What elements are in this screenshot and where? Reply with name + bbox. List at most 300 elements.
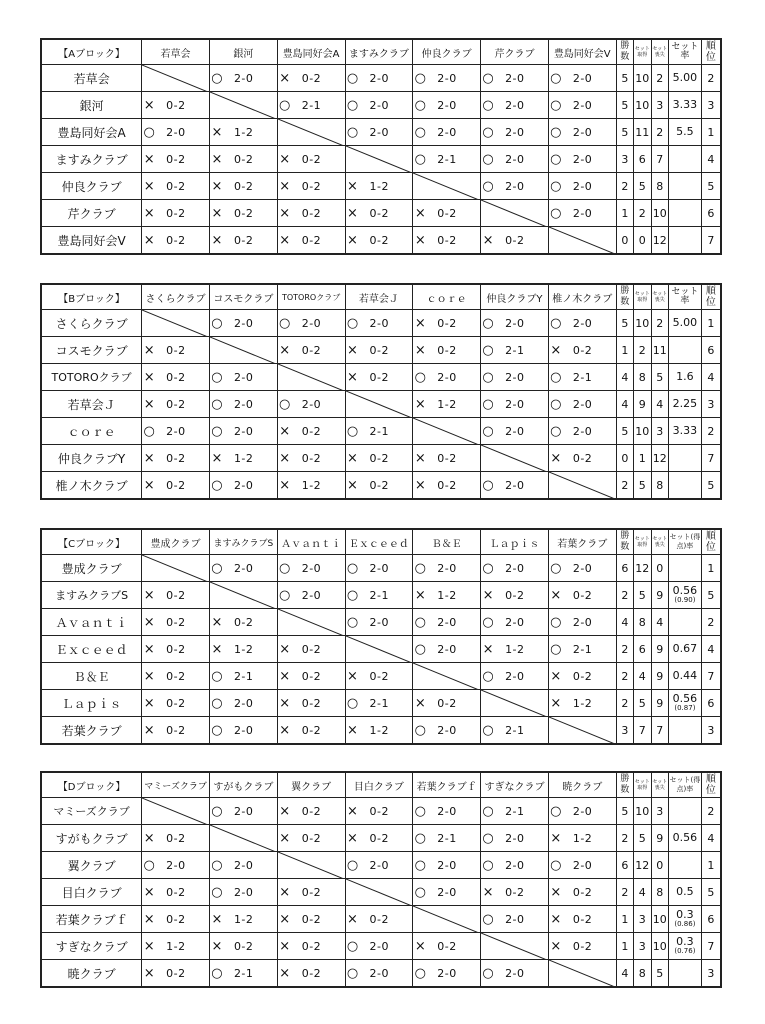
result-score: 2-1 <box>369 424 389 438</box>
result-mark: ○ <box>414 97 426 113</box>
result-mark: × <box>347 830 358 846</box>
result-mark: ○ <box>414 803 426 819</box>
result-mark: ○ <box>482 124 494 140</box>
result-mark: × <box>347 205 358 221</box>
column-header-team: 豊島同好会A <box>277 39 345 65</box>
diagonal-slash <box>346 146 412 173</box>
match-result <box>481 92 549 119</box>
sets-lost-value: 4 <box>651 609 668 636</box>
sets-won-value: 4 <box>634 879 651 906</box>
diagonal-cell <box>345 146 413 173</box>
set-rate-main: 0.56 <box>672 584 698 597</box>
set-rate-value <box>668 65 701 92</box>
diagonal-cell <box>548 960 616 988</box>
diagonal-cell <box>142 555 210 582</box>
result-score: 0-2 <box>301 71 322 85</box>
set-rate-points: (0.87) <box>674 704 696 712</box>
result-mark: × <box>143 884 155 900</box>
team-row <box>41 391 721 418</box>
result-score: 0-2 <box>301 233 322 247</box>
set-rate-value <box>668 472 701 500</box>
result-score: 0-2 <box>166 98 186 112</box>
wins-value: 2 <box>616 690 633 717</box>
sets-won-value: 12 <box>634 555 651 582</box>
column-header-team: 若草会 <box>142 39 210 65</box>
result-score: 2-1 <box>505 804 525 818</box>
diagonal-slash <box>346 391 412 418</box>
sets-lost-value: 4 <box>651 391 668 418</box>
match-result <box>209 933 277 960</box>
match-result <box>209 609 277 636</box>
team-row <box>41 825 721 852</box>
sets-won-value: 11 <box>634 119 651 146</box>
rank-value: 2 <box>701 609 721 636</box>
match-result <box>345 364 413 391</box>
sets-lost-value: 7 <box>651 717 668 745</box>
result-mark: ○ <box>550 369 562 385</box>
column-header-team: 暁クラブ <box>548 772 616 798</box>
match-result <box>548 555 616 582</box>
result-mark: × <box>143 205 155 221</box>
result-score: 2-0 <box>233 723 254 737</box>
match-result <box>548 879 616 906</box>
result-score: 2-0 <box>301 316 322 330</box>
wins-value: 2 <box>616 472 633 500</box>
result-mark: × <box>279 830 291 846</box>
diagonal-slash <box>481 933 547 960</box>
result-mark: ○ <box>482 315 494 331</box>
sets-lost-value: 9 <box>651 663 668 690</box>
match-result <box>209 200 277 227</box>
result-score: 0-2 <box>369 912 389 926</box>
column-header-team: ますみクラブ <box>345 39 413 65</box>
team-name: 若草会Ｊ <box>41 391 142 418</box>
result-score: 2-0 <box>505 179 525 193</box>
match-result <box>548 582 616 609</box>
match-result <box>142 852 210 879</box>
match-result <box>277 690 345 717</box>
result-score: 0-2 <box>301 831 322 845</box>
header-row <box>41 39 721 65</box>
result-mark: × <box>347 178 358 194</box>
result-mark: ○ <box>346 97 359 113</box>
result-score: 1-2 <box>369 179 389 193</box>
result-score: 2-0 <box>505 316 525 330</box>
block-title: 【Cブロック】 <box>41 529 142 555</box>
result-mark: × <box>279 477 291 493</box>
team-row <box>41 146 721 173</box>
result-score: 2-1 <box>369 588 389 602</box>
result-score: 2-0 <box>505 152 525 166</box>
match-result <box>345 582 413 609</box>
result-mark: × <box>143 965 155 981</box>
sets-lost-value: 9 <box>651 582 668 609</box>
result-score: 2-1 <box>233 669 254 683</box>
set-rate-value <box>668 391 701 418</box>
result-score: 2-0 <box>572 397 593 411</box>
match-result <box>277 798 345 825</box>
team-name: 翼クラブ <box>41 852 142 879</box>
result-mark: × <box>347 668 358 684</box>
team-name: Ｌａｐｉｓ <box>41 690 142 717</box>
result-mark: ○ <box>550 614 562 630</box>
wins-value: 0 <box>616 227 633 255</box>
match-result <box>209 663 277 690</box>
result-score: 2-0 <box>369 615 389 629</box>
result-mark: × <box>211 641 223 657</box>
column-header-team: 椎ノ木クラブ <box>548 284 616 310</box>
result-mark: ○ <box>211 477 223 493</box>
result-mark: ○ <box>482 911 494 927</box>
match-result <box>209 119 277 146</box>
match-result <box>413 310 481 337</box>
match-result <box>345 65 413 92</box>
result-score: 2-0 <box>301 588 322 602</box>
match-result <box>481 310 549 337</box>
match-result <box>142 690 210 717</box>
sets-lost-value: 8 <box>651 472 668 500</box>
match-result <box>142 472 210 500</box>
team-row <box>41 717 721 745</box>
column-header-team: マミーズクラブ <box>142 772 210 798</box>
team-row <box>41 418 721 445</box>
match-result <box>548 663 616 690</box>
match-result <box>209 445 277 472</box>
result-mark: ○ <box>550 803 562 819</box>
result-score: 2-0 <box>505 561 525 575</box>
match-result <box>345 310 413 337</box>
result-score: 0-2 <box>572 588 593 602</box>
result-mark: × <box>211 178 223 194</box>
match-result <box>209 717 277 745</box>
diagonal-cell <box>481 200 549 227</box>
sets-won-value: 8 <box>634 960 651 988</box>
match-result <box>548 65 616 92</box>
team-name: コスモクラブ <box>41 337 142 364</box>
result-mark: ○ <box>414 641 426 657</box>
result-score: 0-2 <box>166 152 186 166</box>
result-mark: ○ <box>482 342 494 358</box>
result-score: 0-2 <box>301 451 322 465</box>
match-result <box>209 310 277 337</box>
result-score: 0-2 <box>301 152 322 166</box>
block-title: 【Aブロック】 <box>41 39 142 65</box>
match-result <box>209 636 277 663</box>
result-mark: × <box>143 641 155 657</box>
result-mark: ○ <box>346 587 359 603</box>
match-result <box>413 852 481 879</box>
match-result <box>548 852 616 879</box>
sets-won-value: 5 <box>634 472 651 500</box>
result-mark: ○ <box>482 151 494 167</box>
sets-lost-value: 10 <box>651 906 668 933</box>
result-score: 1-2 <box>233 642 254 656</box>
set-rate-main: 0.3 <box>676 935 694 948</box>
match-result <box>277 146 345 173</box>
diagonal-cell <box>548 472 616 500</box>
result-score: 0-2 <box>166 451 186 465</box>
result-score: 2-0 <box>505 370 525 384</box>
result-mark: × <box>414 477 426 493</box>
result-score: 1-2 <box>572 831 593 845</box>
result-score: 2-0 <box>301 561 322 575</box>
result-mark: × <box>279 178 291 194</box>
rank-value: 4 <box>701 825 721 852</box>
match-result <box>209 65 277 92</box>
result-score: 2-0 <box>572 424 593 438</box>
diagonal-slash <box>481 690 547 717</box>
result-mark: × <box>279 151 291 167</box>
result-mark: × <box>550 587 562 603</box>
wins-value: 5 <box>616 92 633 119</box>
team-row <box>41 445 721 472</box>
result-score: 2-0 <box>505 125 525 139</box>
result-mark: × <box>143 369 155 385</box>
result-score: 0-2 <box>301 912 322 926</box>
result-score: 2-0 <box>233 370 254 384</box>
match-result <box>277 92 345 119</box>
team-row <box>41 310 721 337</box>
team-row <box>41 582 721 609</box>
result-score: 0-2 <box>572 451 593 465</box>
team-row <box>41 690 721 717</box>
result-mark: ○ <box>482 830 494 846</box>
match-result <box>142 879 210 906</box>
result-mark: ○ <box>414 884 426 900</box>
sets-won-value: 7 <box>634 717 651 745</box>
header-row <box>41 772 721 798</box>
wins-value: 2 <box>616 825 633 852</box>
result-score: 0-2 <box>369 233 389 247</box>
result-mark: × <box>347 369 358 385</box>
match-result <box>481 418 549 445</box>
result-mark: ○ <box>346 614 359 630</box>
diagonal-slash <box>278 852 344 879</box>
result-mark: ○ <box>414 369 426 385</box>
result-mark: ○ <box>550 205 562 221</box>
header-sets-lost: セット喪失 <box>651 284 668 310</box>
result-score: 2-0 <box>437 858 457 872</box>
sets-lost-value: 0 <box>651 852 668 879</box>
diagonal-cell <box>345 879 413 906</box>
result-mark: × <box>279 70 291 86</box>
diagonal-slash <box>278 609 344 636</box>
wins-value: 1 <box>616 906 633 933</box>
diagonal-slash <box>346 636 412 663</box>
result-mark: × <box>279 938 291 954</box>
result-mark: × <box>347 477 358 493</box>
result-score: 2-0 <box>166 125 186 139</box>
result-mark: × <box>143 232 155 248</box>
rank-value: 4 <box>701 146 721 173</box>
result-mark: ○ <box>211 560 223 576</box>
result-score: 0-2 <box>369 804 389 818</box>
set-rate-value <box>668 364 701 391</box>
wins-value: 4 <box>616 960 633 988</box>
result-mark: ○ <box>482 477 494 493</box>
result-mark: × <box>482 884 494 900</box>
rank-value: 1 <box>701 555 721 582</box>
rank-value: 5 <box>701 879 721 906</box>
result-mark: × <box>550 342 562 358</box>
result-mark: ○ <box>482 803 494 819</box>
column-header-team: Ｌａｐｉｓ <box>481 529 549 555</box>
result-mark: ○ <box>211 965 223 981</box>
match-result <box>548 418 616 445</box>
match-result <box>548 146 616 173</box>
match-result <box>345 960 413 988</box>
wins-value: 4 <box>616 609 633 636</box>
match-result <box>142 92 210 119</box>
sets-won-value: 5 <box>634 173 651 200</box>
match-result <box>413 200 481 227</box>
result-score: 2-0 <box>233 804 254 818</box>
result-mark: ○ <box>482 668 494 684</box>
diagonal-cell <box>277 364 345 391</box>
result-mark: ○ <box>482 965 494 981</box>
result-mark: ○ <box>211 803 223 819</box>
column-header-team: 若葉クラブ <box>548 529 616 555</box>
result-score: 0-2 <box>166 723 186 737</box>
result-mark: × <box>482 232 494 248</box>
result-score: 0-2 <box>301 343 322 357</box>
set-rate-value <box>668 960 701 988</box>
match-result <box>142 663 210 690</box>
result-score: 0-2 <box>166 831 186 845</box>
result-mark: × <box>143 695 155 711</box>
result-score: 0-2 <box>233 615 254 629</box>
match-result <box>345 418 413 445</box>
match-result <box>413 472 481 500</box>
sets-won-value: 10 <box>634 65 651 92</box>
match-result <box>413 582 481 609</box>
result-mark: × <box>414 232 426 248</box>
diagonal-slash <box>413 663 479 690</box>
block-table-c <box>40 528 722 745</box>
diagonal-slash <box>413 173 479 200</box>
team-row <box>41 663 721 690</box>
diagonal-cell <box>413 663 481 690</box>
result-score: 0-2 <box>301 696 322 710</box>
result-mark: × <box>347 450 358 466</box>
rank-value: 5 <box>701 173 721 200</box>
team-name: 暁クラブ <box>41 960 142 988</box>
result-mark: × <box>279 668 291 684</box>
result-score: 2-0 <box>369 858 389 872</box>
result-mark: ○ <box>143 423 155 439</box>
result-score: 0-2 <box>233 939 254 953</box>
set-rate-value <box>668 879 701 906</box>
result-score: 2-0 <box>166 858 186 872</box>
result-mark: ○ <box>279 396 291 412</box>
result-mark: ○ <box>211 396 223 412</box>
result-mark: ○ <box>414 965 426 981</box>
sets-won-value: 5 <box>634 690 651 717</box>
team-row <box>41 852 721 879</box>
result-score: 2-0 <box>572 561 593 575</box>
result-score: 2-0 <box>437 561 457 575</box>
sets-lost-value: 2 <box>651 65 668 92</box>
match-result <box>277 391 345 418</box>
match-result <box>209 146 277 173</box>
match-result <box>277 337 345 364</box>
match-result <box>209 798 277 825</box>
rank-value: 2 <box>701 798 721 825</box>
match-result <box>481 798 549 825</box>
result-score: 0-2 <box>166 588 186 602</box>
result-score: 0-2 <box>437 939 457 953</box>
result-mark: ○ <box>482 369 494 385</box>
header-rank: 順位 <box>701 772 721 798</box>
match-result <box>413 391 481 418</box>
sets-lost-value: 10 <box>651 200 668 227</box>
result-score: 2-0 <box>437 723 457 737</box>
result-score: 2-0 <box>233 561 254 575</box>
result-score: 2-0 <box>369 71 389 85</box>
sets-lost-value: 3 <box>651 92 668 119</box>
match-result <box>142 227 210 255</box>
sets-won-value: 4 <box>634 663 651 690</box>
result-score: 2-1 <box>572 642 593 656</box>
team-name: すぎなクラブ <box>41 933 142 960</box>
match-result <box>481 65 549 92</box>
result-mark: ○ <box>279 587 291 603</box>
diagonal-cell <box>142 310 210 337</box>
result-mark: × <box>347 342 358 358</box>
result-mark: × <box>279 342 291 358</box>
diagonal-slash <box>481 445 547 472</box>
diagonal-slash <box>549 717 615 744</box>
match-result <box>142 337 210 364</box>
sets-lost-value: 2 <box>651 119 668 146</box>
result-score: 0-2 <box>505 588 525 602</box>
match-result <box>277 472 345 500</box>
match-result <box>413 717 481 745</box>
match-result <box>142 636 210 663</box>
sets-won-value: 3 <box>634 906 651 933</box>
match-result <box>277 227 345 255</box>
column-header-team: 豊成クラブ <box>142 529 210 555</box>
result-score: 2-0 <box>572 152 593 166</box>
result-score: 1-2 <box>437 588 457 602</box>
set-rate-main: 5.00 <box>672 71 698 84</box>
result-score: 2-0 <box>505 966 525 980</box>
result-score: 0-2 <box>437 233 457 247</box>
match-result <box>142 906 210 933</box>
result-mark: × <box>211 124 223 140</box>
match-result <box>209 690 277 717</box>
match-result <box>142 717 210 745</box>
diagonal-slash <box>549 227 615 254</box>
column-header-team: ｃｏｒｅ <box>413 284 481 310</box>
team-name: 豊島同好会V <box>41 227 142 255</box>
rank-value: 3 <box>701 391 721 418</box>
result-mark: ○ <box>482 560 494 576</box>
result-score: 0-2 <box>437 478 457 492</box>
result-score: 2-0 <box>505 424 525 438</box>
result-mark: ○ <box>482 722 494 738</box>
result-score: 2-0 <box>437 885 457 899</box>
result-mark: × <box>143 342 155 358</box>
rank-value: 7 <box>701 227 721 255</box>
result-mark: ○ <box>346 70 359 86</box>
result-score: 1-2 <box>301 478 322 492</box>
diagonal-slash <box>346 879 412 906</box>
result-score: 2-0 <box>505 397 525 411</box>
result-mark: ○ <box>279 315 291 331</box>
team-row <box>41 472 721 500</box>
rank-value: 1 <box>701 310 721 337</box>
